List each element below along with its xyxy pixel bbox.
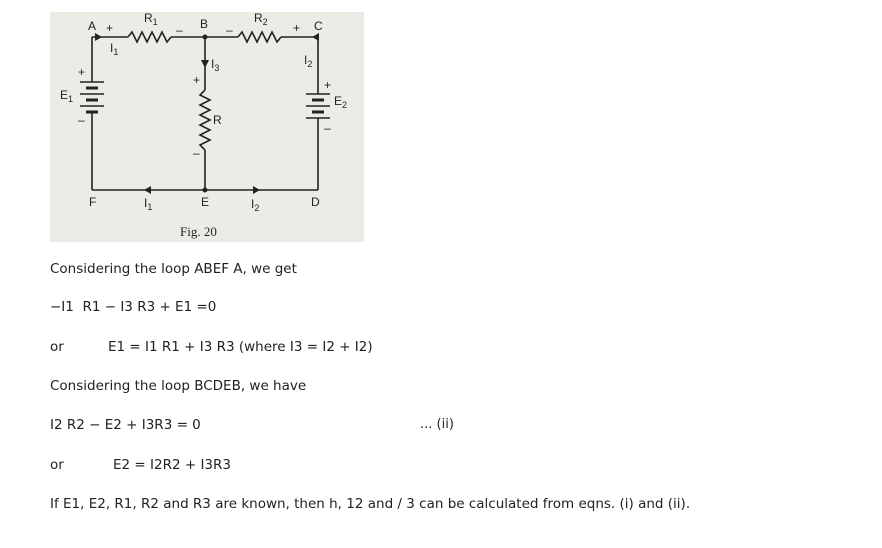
e1-plus-mark: + bbox=[78, 65, 86, 79]
r-minus-mark: – bbox=[193, 146, 200, 160]
equation-e1: E1 = I1 R1 + I3 R3 (where I3 = I2 + I2) bbox=[108, 339, 373, 355]
r2-minus-mark: – bbox=[226, 23, 233, 37]
figure-caption: Fig. 20 bbox=[180, 224, 217, 239]
e2-minus-mark: – bbox=[324, 121, 331, 135]
equation-abefa: −I1 R1 − I3 R3 + E1 =0 bbox=[50, 299, 217, 315]
r-plus-mark: + bbox=[193, 73, 201, 87]
i1-top-label bbox=[110, 41, 118, 57]
circuit-figure bbox=[50, 12, 364, 242]
node-e-label: E bbox=[201, 195, 210, 209]
r-label: R bbox=[213, 113, 222, 127]
node-c-label: C bbox=[314, 19, 323, 33]
i1-bottom-sub: 1 bbox=[147, 202, 153, 212]
e1-minus-mark: – bbox=[78, 113, 85, 127]
i2-bottom-letter: I bbox=[251, 197, 255, 211]
e1-sub: 1 bbox=[68, 94, 74, 104]
junction-b bbox=[203, 35, 208, 40]
node-b-label: B bbox=[200, 17, 209, 31]
i3-letter: I bbox=[211, 57, 215, 71]
r2-plus-mark: + bbox=[293, 21, 301, 35]
i2-right-letter: I bbox=[304, 53, 308, 67]
equation-tag-ii: ... (ii) bbox=[420, 417, 454, 432]
r2-sub: 2 bbox=[262, 17, 268, 27]
arrow-i1-top bbox=[95, 33, 102, 41]
i1-bottom-letter: I bbox=[144, 196, 148, 210]
i2-bottom-label bbox=[251, 197, 259, 213]
r1-label bbox=[144, 12, 158, 27]
i2-right-label bbox=[304, 53, 312, 69]
r1-letter: R bbox=[144, 12, 153, 25]
e1-label bbox=[60, 88, 73, 104]
e2-plus-mark: + bbox=[324, 78, 332, 92]
i2-bottom-sub: 2 bbox=[254, 203, 260, 213]
arrow-i1-bottom bbox=[144, 186, 151, 194]
i3-sub: 3 bbox=[214, 63, 220, 73]
e2-letter: E bbox=[334, 94, 343, 108]
text-or-2: or bbox=[50, 457, 64, 473]
circuit-diagram bbox=[50, 12, 364, 242]
r2-label bbox=[254, 12, 268, 27]
i2-right-sub: 2 bbox=[307, 59, 313, 69]
a-plus-mark: + bbox=[106, 21, 114, 35]
text-line-1: Considering the loop ABEF A, we get bbox=[50, 261, 297, 277]
r1-minus-mark: – bbox=[176, 23, 183, 37]
text-or-1: or bbox=[50, 339, 64, 355]
e2-sub: 2 bbox=[342, 100, 348, 110]
node-a-label: A bbox=[88, 19, 97, 33]
e1-letter: E bbox=[60, 88, 69, 102]
node-f-label: F bbox=[89, 195, 97, 209]
i1-top-sub: 1 bbox=[113, 47, 119, 57]
text-line-4: Considering the loop BCDEB, we have bbox=[50, 378, 307, 394]
i1-bottom-label bbox=[144, 196, 152, 212]
e2-label bbox=[334, 94, 347, 110]
equation-e2: E2 = I2R2 + I3R3 bbox=[113, 457, 231, 473]
i1-top-letter: I bbox=[110, 41, 114, 55]
text-line-7: If E1, E2, R1, R2 and R3 are known, then h, 12 and / 3 can be calculated from eqns. (i) and (ii). bbox=[50, 496, 691, 512]
node-d-label: D bbox=[311, 195, 320, 209]
arrow-i2-bottom bbox=[253, 186, 260, 194]
i3-label bbox=[211, 57, 219, 73]
arrow-i2-top bbox=[312, 33, 319, 41]
arrow-i3 bbox=[201, 60, 209, 68]
r2-letter: R bbox=[254, 12, 263, 25]
r1-sub: 1 bbox=[152, 17, 158, 27]
junction-e bbox=[203, 188, 208, 193]
equation-bcdeb: I2 R2 − E2 + I3R3 = 0 bbox=[50, 417, 201, 433]
